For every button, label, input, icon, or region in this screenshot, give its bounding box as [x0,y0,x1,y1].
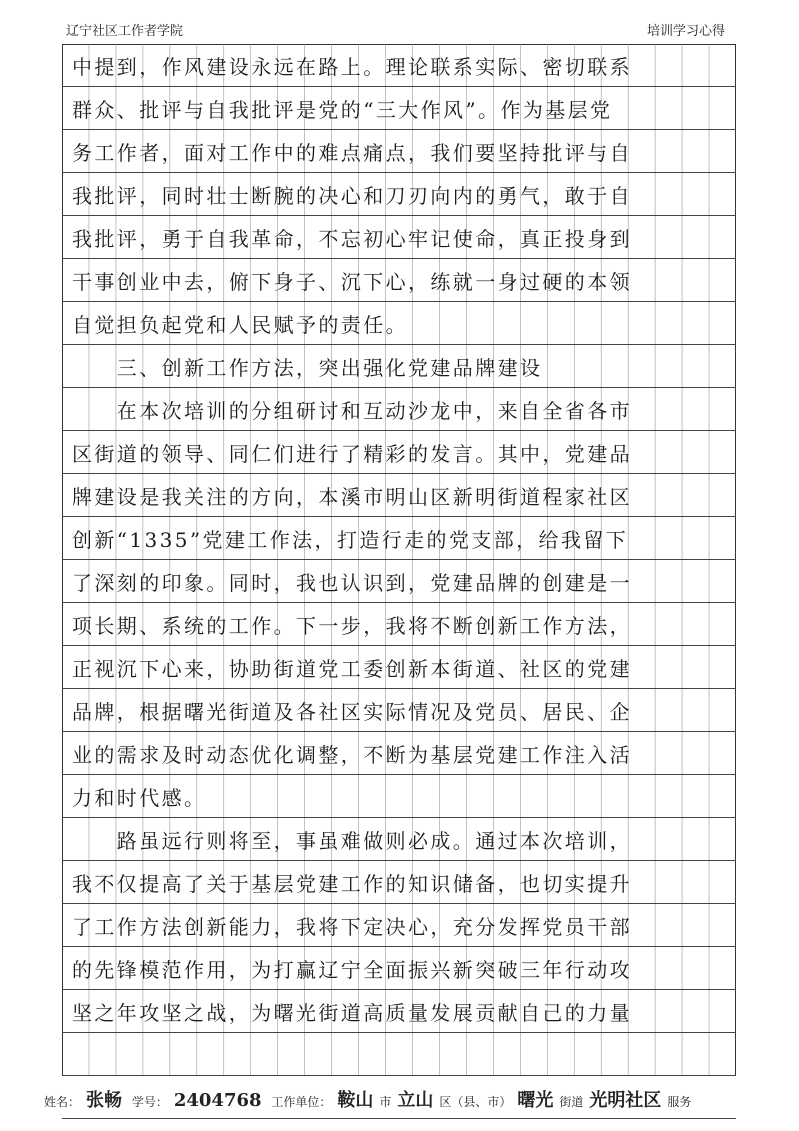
handwritten-text-area [62,44,736,1119]
text-line-content: 力和时代感。 [72,786,207,810]
city-value: 鞍山 [337,1090,374,1111]
text-line [62,603,736,646]
district-value: 立山 [397,1090,434,1111]
city-suffix: 市 [379,1095,392,1109]
text-line [62,345,736,388]
text-line [62,775,736,818]
service-suffix: 服务 [667,1095,692,1109]
unit-label: 工作单位： [271,1095,332,1109]
text-line [62,818,736,861]
text-line [62,474,736,517]
text-line [62,44,736,87]
text-line [62,732,736,775]
text-line [62,904,736,947]
signature-footer [44,1086,691,1112]
text-line [62,1033,736,1076]
text-line-content: 业的需求及时动态优化调整，不断为基层党建工作注入活 [72,743,632,767]
text-line-content: 坚之年攻坚之战，为曙光街道高质量发展贡献自己的力量 [72,1001,632,1025]
text-line [62,302,736,345]
name-label: 姓名： [44,1095,81,1109]
text-line-content: 我批评，同时壮士断腕的决心和刀刃向内的勇气，敢于自 [72,184,632,208]
header-academy-name: 辽宁社区工作者学院 [66,24,184,39]
text-line-content: 的先锋模范作用，为打赢辽宁全面振兴新突破三年行动攻 [72,958,632,982]
street-value: 曙光 [517,1090,554,1111]
district-suffix: 区（县、市） [439,1095,512,1109]
text-line [62,259,736,302]
text-line-content: 干事创业中去，俯下身子、沉下心，练就一身过硬的本领 [72,270,632,294]
text-line [62,861,736,904]
text-line-content: 自觉担负起党和人民赋予的责任。 [72,313,408,337]
text-line [62,990,736,1033]
header-document-title: 培训学习心得 [646,24,725,39]
text-line [62,130,736,173]
text-line-content: 项长期、系统的工作。下一步，我将不断创新工作方法， [72,614,632,638]
text-line [62,388,736,431]
text-line-content: 群众、批评与自我批评是党的“三大作风”。作为基层党 [72,98,613,122]
text-line-content: 我不仅提高了关于基层党建工作的知识储备，也切实提升 [72,872,632,896]
text-line-content: 路虽远行则将至，事虽难做则必成。通过本次培训， [72,829,632,853]
text-line-content: 区街道的领导、同仁们进行了精彩的发言。其中，党建品 [72,442,632,466]
text-line-content: 牌建设是我关注的方向，本溪市明山区新明街道程家社区 [72,485,632,509]
text-line [62,517,736,560]
text-line-content: 务工作者，面对工作中的难点痛点，我们要坚持批评与自 [72,141,632,165]
text-line [62,431,736,474]
text-line [62,216,736,259]
text-line [62,646,736,689]
text-line [62,173,736,216]
community-value: 光明社区 [589,1090,662,1111]
text-line [62,947,736,990]
text-line-content: 品牌，根据曙光街道及各社区实际情况及党员、居民、企 [72,700,632,724]
text-line-content: 三、创新工作方法，突出强化党建品牌建设 [72,356,543,380]
street-suffix: 街道 [559,1095,584,1109]
text-line-content: 创新“1335”党建工作法，打造行走的党支部，给我留下 [72,528,629,552]
text-line-content: 中提到，作风建设永远在路上。理论联系实际、密切联系 [72,55,632,79]
text-line [62,560,736,603]
id-label: 学号： [131,1095,168,1109]
text-line-content: 了深刻的印象。同时，我也认识到，党建品牌的创建是一 [72,571,632,595]
text-line-content: 了工作方法创新能力，我将下定决心，充分发挥党员干部 [72,915,632,939]
text-line-content: 在本次培训的分组研讨和互动沙龙中，来自全省各市 [72,399,632,423]
text-line-content: 我批评，勇于自我革命，不忘初心牢记使命，真正投身到 [72,227,632,251]
text-line [62,87,736,130]
id-value: 2404768 [173,1090,262,1111]
text-line-content: 正视沉下心来，协助街道党工委创新本街道、社区的党建 [72,657,632,681]
name-value: 张畅 [86,1090,123,1111]
text-line [62,689,736,732]
